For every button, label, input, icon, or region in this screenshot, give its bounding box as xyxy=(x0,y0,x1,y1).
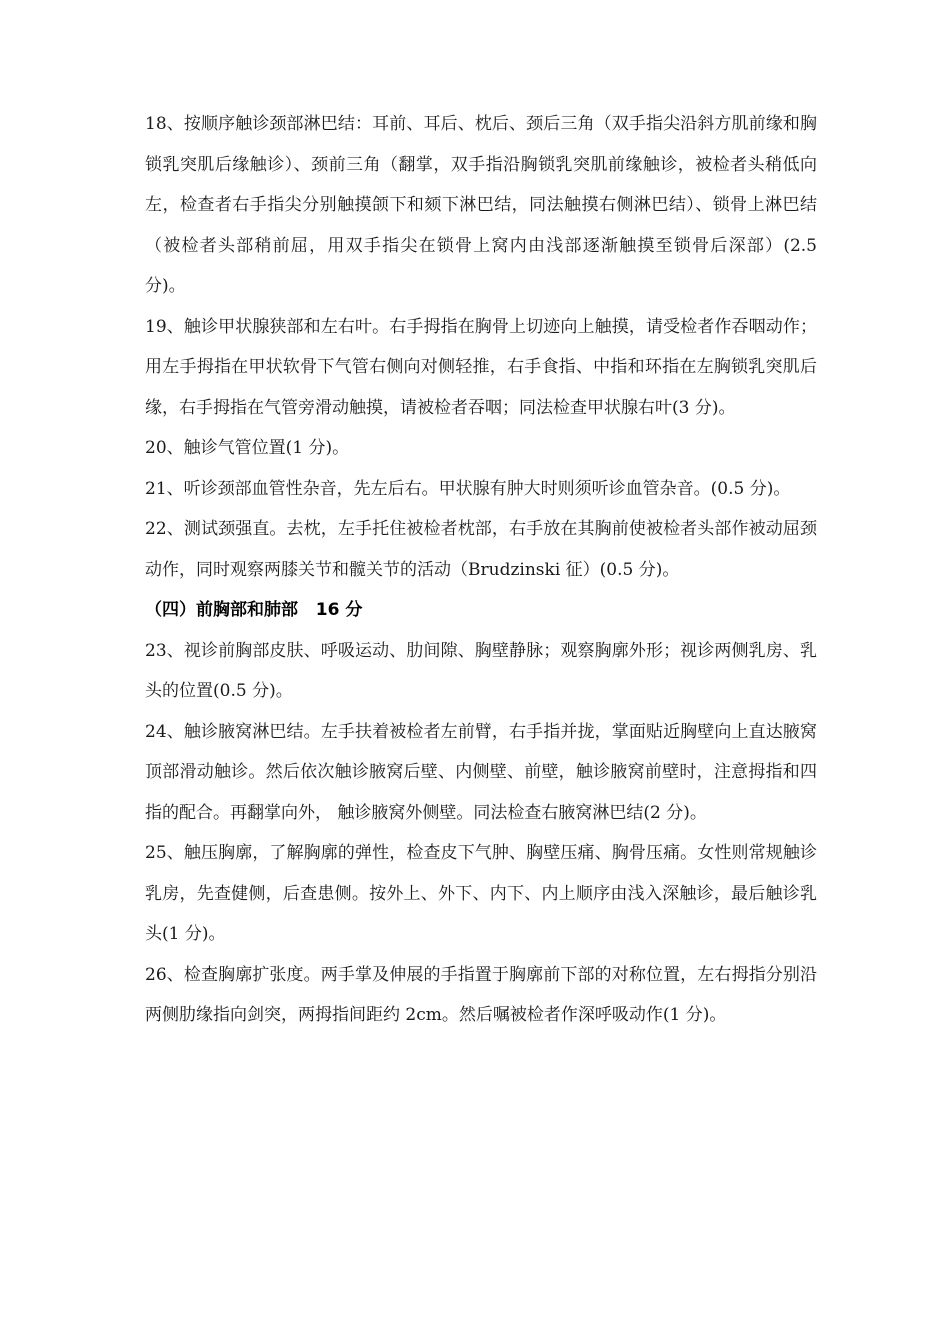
paragraph-item-19: 19、触诊甲状腺狭部和左右叶。右手拇指在胸骨上切迹向上触摸，请受检者作吞咽动作；用左手拇指在甲状软骨下气管右侧向对侧轻推，右手食指、中指和环指在左胸锁乳突肌后缘，右手拇指在气管旁滑动触摸，请被检者吞咽；同法检查甲状腺右叶(3 分)。 xyxy=(145,316,817,418)
paragraph-item-23: 23、视诊前胸部皮肤、呼吸运动、肋间隙、胸壁静脉；观察胸廓外形；视诊两侧乳房、乳头的位置(0.5 分)。 xyxy=(145,640,817,701)
paragraph-item-26: 26、检查胸廓扩张度。两手掌及伸展的手指置于胸廓前下部的对称位置，左右拇指分别沿两侧肋缘指向剑突，两拇指间距约 2cm。然后嘱被检者作深呼吸动作(1 分)。 xyxy=(145,964,817,1025)
paragraph-item-21: 21、听诊颈部血管性杂音，先左后右。甲状腺有肿大时则须听诊血管杂音。(0.5 分)。 xyxy=(145,478,791,499)
paragraph-item-18: 18、按顺序触诊颈部淋巴结：耳前、耳后、枕后、颈后三角（双手指尖沿斜方肌前缘和胸锁乳突肌后缘触诊）、颈前三角（翻掌，双手指沿胸锁乳突肌前缘触诊，被检者头稍低向左，检查者右手指尖分别触摸颌下和颏下淋巴结，同法触摸右侧淋巴结）、锁骨上淋巴结（被检者头部稍前屈，用双手指尖在锁骨上窝内由浅部逐渐触摸至锁骨后深部）(2.5 分)。 xyxy=(145,114,817,296)
paragraph-item-25: 25、触压胸廓，了解胸廓的弹性，检查皮下气肿、胸壁压痛、胸骨压痛。女性则常规触诊乳房，先查健侧，后查患侧。按外上、外下、内下、内上顺序由浅入深触诊，最后触诊乳头(1 分)。 xyxy=(145,843,817,944)
paragraph-item-22: 22、测试颈强直。去枕，左手托住被检者枕部，右手放在其胸前使被检者头部作被动屈颈动作，同时观察两膝关节和髋关节的活动（Brudzinski 征）(0.5 分)。 xyxy=(145,519,817,580)
document-body xyxy=(145,104,817,1036)
paragraph-item-20: 20、触诊气管位置(1 分)。 xyxy=(145,438,350,458)
section-heading-chest-lungs: （四）前胸部和肺部 16 分 xyxy=(145,600,363,620)
paragraph-item-24: 24、触诊腋窝淋巴结。左手扶着被检者左前臂，右手指并拢，掌面贴近胸壁向上直达腋窝顶部滑动触诊。然后依次触诊腋窝后壁、内侧壁、前壁，触诊腋窝前壁时，注意拇指和四指的配合。再翻掌向外， 触诊腋窝外侧壁。同法检查右腋窝淋巴结(2 分)。 xyxy=(145,721,817,823)
